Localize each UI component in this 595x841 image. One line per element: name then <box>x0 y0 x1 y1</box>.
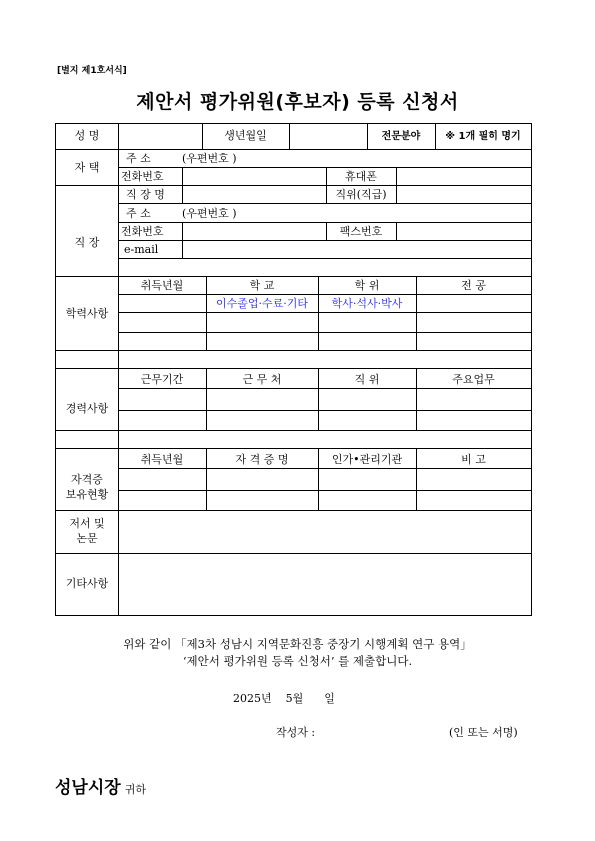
mobile-label: 휴대폰 <box>345 170 377 183</box>
degree-type-hint: 학사·석사·박사 <box>331 297 403 310</box>
education-header-major: 전 공 <box>461 279 486 292</box>
recipient-name: 성남시장 <box>55 778 121 798</box>
writer-label: 작성자 : <box>276 726 316 739</box>
expertise-label: 전문분야 <box>381 131 421 142</box>
career-header-period: 근무기간 <box>140 373 184 386</box>
recipient-honorific: 귀하 <box>124 783 146 796</box>
cert-header-date: 취득년월 <box>140 453 184 466</box>
form-number-label: [별지 제1호서식] <box>57 66 127 76</box>
publications-label-line1: 저서 및 <box>69 517 105 530</box>
statement-line1: 위와 같이 「제3차 성남시 지역문화진흥 중장기 시행계획 연구 용역」 <box>123 637 472 651</box>
application-form-table <box>55 123 532 616</box>
workplace-postal-code: (우편번호 ) <box>182 207 237 220</box>
date-year: 2025년 <box>233 692 272 705</box>
workplace-phone-label: 전화번호 <box>121 225 164 238</box>
fax-label: 팩스번호 <box>339 225 383 238</box>
cert-header-authority: 인가•관리기관 <box>331 453 403 466</box>
school-status-hint: 이수졸업·수료·기타 <box>215 297 308 310</box>
workplace-label: 직 장 <box>74 236 100 249</box>
education-label: 학력사항 <box>65 307 109 320</box>
cert-header-remarks: 비 고 <box>461 453 486 466</box>
date-month: 5월 <box>285 692 304 705</box>
email-label: e-mail <box>124 243 159 256</box>
statement-line2: ‘제안서 평가위원 등록 신청서’ 를 제출합니다. <box>182 654 413 668</box>
residence-address-label: 주 소 <box>126 152 151 165</box>
residence-label: 자 택 <box>74 161 100 174</box>
date-line <box>233 692 335 705</box>
residence-postal-code: (우편번호 ) <box>182 152 237 165</box>
name-label: 성 명 <box>74 129 100 142</box>
cert-header-name: 자 격 증 명 <box>235 453 289 466</box>
education-header-degree: 학 위 <box>354 279 380 292</box>
recipient <box>55 773 146 798</box>
birthdate-label: 생년월일 <box>224 129 267 142</box>
certificates-label-line2: 보유현황 <box>65 488 109 501</box>
form-title: 제안서 평가위원(후보자) 등록 신청서 <box>136 91 459 113</box>
education-header-date: 취득년월 <box>140 279 184 292</box>
publications-label-line2: 논문 <box>76 532 98 545</box>
career-header-workplace: 근 무 처 <box>242 373 282 386</box>
seal-or-signature-note: (인 또는 서명) <box>449 726 518 739</box>
expertise-note: ※ 1개 필히 명기 <box>445 131 521 142</box>
certificates-label-line1: 자격증 <box>71 473 103 486</box>
company-name-label: 직 장 명 <box>126 188 165 201</box>
job-position-label: 직위(직급) <box>335 188 387 201</box>
career-header-position: 직 위 <box>354 373 380 386</box>
date-day: 일 <box>324 692 335 705</box>
residence-phone-label: 전화번호 <box>121 170 164 183</box>
education-header-school: 학 교 <box>249 279 275 292</box>
career-header-duties: 주요업무 <box>452 373 495 386</box>
other-label: 기타사항 <box>65 577 109 590</box>
career-label: 경력사항 <box>65 402 109 415</box>
workplace-address-label: 주 소 <box>126 207 151 220</box>
